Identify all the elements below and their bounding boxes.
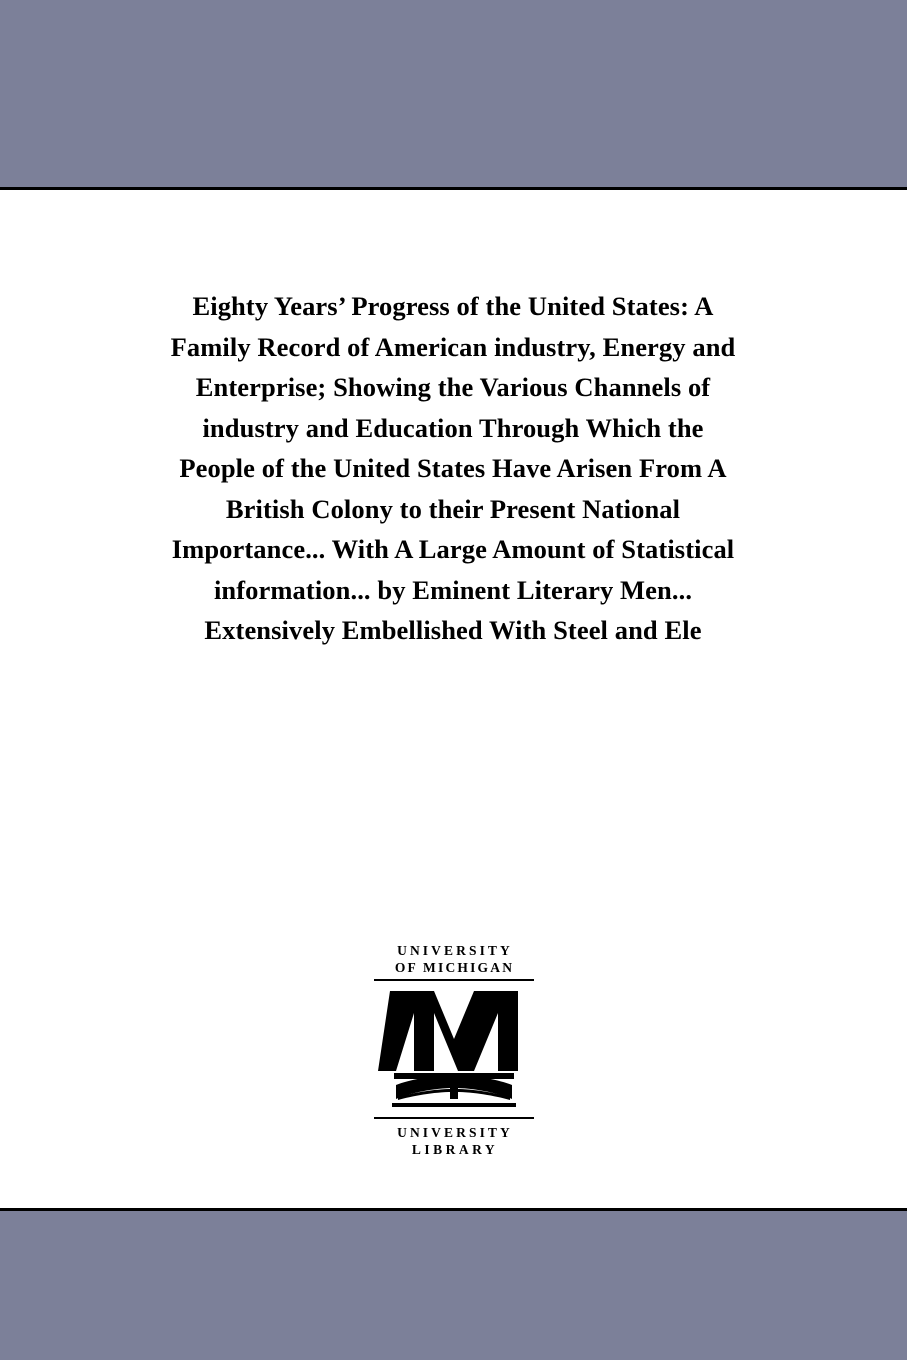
publisher-logo — [0, 942, 907, 1158]
logo-text-university-2: UNIVERSITY — [397, 1125, 513, 1140]
bottom-color-band — [0, 1208, 907, 1360]
michigan-block-m-book-emblem-icon — [374, 987, 534, 1113]
page-title: Eighty Years’ Progress of the United States: A Family Record of American industry, Energy and Enterprise; Showing the Various Channels of industry and Education Through Which the People of the United States Have Arisen From A British Colony to their Present National Importance... With A Large Amount of Statistical information... by Eminent Literary Men... Extensively Embellished With Steel and Ele — [170, 291, 736, 645]
logo-divider — [374, 1117, 534, 1158]
top-color-band — [0, 0, 907, 190]
logo-text-library: LIBRARY — [411, 1142, 499, 1157]
logo-text-university: UNIVERSITY — [397, 943, 513, 958]
cover-content-area — [0, 190, 907, 1208]
logo-text-of-michigan: OF MICHIGAN — [374, 959, 534, 981]
